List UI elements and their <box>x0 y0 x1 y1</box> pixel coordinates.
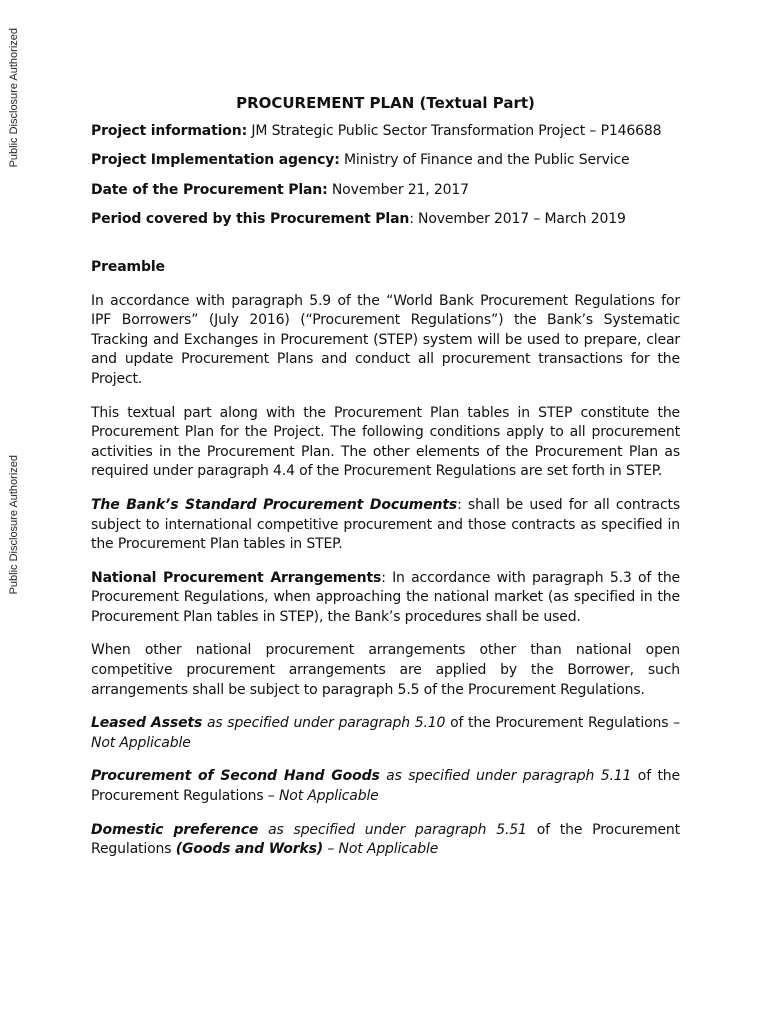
agency-label: Project Implementation agency: <box>91 152 340 169</box>
second-hand-goods-label: Procurement of Second Hand Goods <box>91 768 380 785</box>
project-info <box>91 122 680 142</box>
domestic-preference-status: Not Applicable <box>338 841 439 858</box>
preamble-paragraph-1: In accordance with paragraph 5.9 of the “World Bank Procurement Regulations for IPF Borrowers” (July 2016) (“Procurement Regulations”) the Bank’s Systematic Tracking and Exchanges in Procurement (STEP) system will be used to prepare, clear and update Procurement Plans and conduct all procurement transactions for the Project. <box>91 292 680 387</box>
standard-documents-label: The Bank’s Standard Procurement Documents <box>91 496 458 513</box>
disclosure-label-middle: Public Disclosure Authorized <box>8 455 20 595</box>
domestic-preference-reference: as specified under paragraph 5.51 <box>258 821 527 838</box>
national-arrangements-text: : In accordance with paragraph 5.3 of the Procurement Regulations, when approaching the national market (as specified in the Procurement Plan tables in STEP), the Bank’s procedures shall be used. <box>91 569 681 625</box>
domestic-preference-label: Domestic preference <box>91 821 259 838</box>
leased-assets-paragraph <box>91 714 680 753</box>
date-value: November 21, 2017 <box>331 181 469 198</box>
date-label: Date of the Procurement Plan: <box>91 181 328 198</box>
leased-assets-label: Leased Assets <box>91 715 203 732</box>
domestic-preference-dash: – <box>323 841 339 858</box>
leased-assets-reference: as specified under paragraph 5.10 <box>202 715 446 732</box>
project-info-label: Project information: <box>91 122 248 139</box>
period-label: Period covered by this Procurement Plan <box>91 211 410 228</box>
standard-documents-text: : shall be used for all contracts subject to international competitive procurement and those contracts as specified in the Procurement Plan tables in STEP. <box>91 496 680 553</box>
document-page <box>91 94 680 874</box>
national-arrangements-indented: When other national procurement arrangements other than national open competitive procurement arrangements are applied by the Borrower, such arrangements shall be subject to paragraph 5.5 of the Procurement Regulations. <box>91 642 680 698</box>
domestic-preference-text: of the Procurement Regulations <box>91 821 680 858</box>
implementation-agency <box>91 151 680 171</box>
period-value: : November 2017 – March 2019 <box>409 211 626 228</box>
project-info-value: JM Strategic Public Sector Transformation Project – P146688 <box>251 122 662 139</box>
domestic-preference-paragraph <box>91 821 680 860</box>
second-hand-goods-status: Not Applicable <box>278 788 379 805</box>
preamble-heading: Preamble <box>91 258 165 275</box>
national-arrangements-label: National Procurement Arrangements <box>91 569 382 586</box>
second-hand-goods-paragraph <box>91 767 680 806</box>
period-covered <box>91 210 680 230</box>
leased-assets-text: of the Procurement Regulations – <box>445 715 680 732</box>
national-arrangements-paragraph <box>91 569 680 628</box>
agency-value: Ministry of Finance and the Public Service <box>343 152 630 169</box>
second-hand-goods-text: of the Procurement Regulations – <box>91 768 680 805</box>
plan-date <box>91 181 680 201</box>
leased-assets-status: Not Applicable <box>91 734 191 751</box>
standard-documents-paragraph <box>91 496 680 555</box>
page-title: PROCUREMENT PLAN (Textual Part) <box>236 94 535 112</box>
domestic-preference-scope: (Goods and Works) <box>175 841 324 858</box>
disclosure-label-top: Public Disclosure Authorized <box>8 28 20 168</box>
second-hand-goods-reference: as specified under paragraph 5.11 <box>379 768 632 785</box>
preamble-paragraph-2: This textual part along with the Procurement Plan tables in STEP constitute the Procurement Plan for the Project. The following conditions apply to all procurement activities in the Procurement Plan. The other elements of the Procurement Plan as required under paragraph 4.4 of the Procurement Regulations are set forth in STEP. <box>91 404 680 480</box>
